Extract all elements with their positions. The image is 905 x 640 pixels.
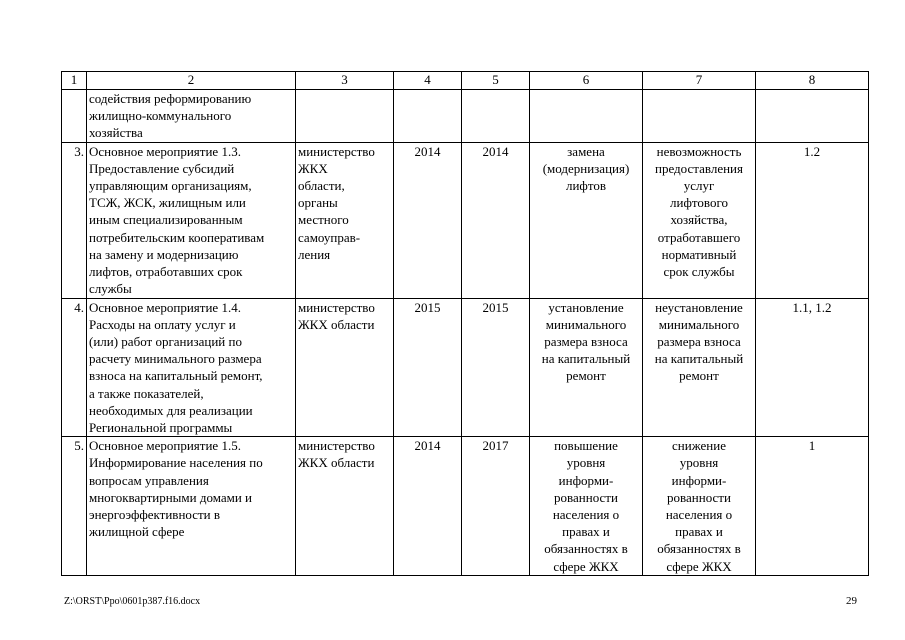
row-number: 3. bbox=[62, 142, 87, 298]
end-year: 2017 bbox=[462, 437, 530, 576]
row-number: 4. bbox=[62, 298, 87, 437]
column-number: 7 bbox=[643, 72, 756, 90]
row-number bbox=[62, 90, 87, 143]
expected-result: повышение уровня информи- рованности населения о правах и обязанностях в сфере ЖКХ bbox=[530, 437, 643, 576]
indicator-link: 1.2 bbox=[756, 142, 869, 298]
indicator-link: 1 bbox=[756, 437, 869, 576]
non-implementation-consequence bbox=[643, 90, 756, 143]
table-row bbox=[62, 437, 869, 576]
measure-name: Основное мероприятие 1.5. Информирование населения по вопросам управления многоквартирными домами и энергоэффективности в жилищной сфере bbox=[87, 437, 296, 576]
executor bbox=[296, 90, 394, 143]
table-row bbox=[62, 90, 869, 143]
non-implementation-consequence: снижение уровня информи- рованности населения о правах и обязанностях в сфере ЖКХ bbox=[643, 437, 756, 576]
end-year: 2015 bbox=[462, 298, 530, 437]
executor: министерство ЖКХ области, органы местного самоупрaв- ления bbox=[296, 142, 394, 298]
column-number: 5 bbox=[462, 72, 530, 90]
column-number: 8 bbox=[756, 72, 869, 90]
column-number: 6 bbox=[530, 72, 643, 90]
indicator-link: 1.1, 1.2 bbox=[756, 298, 869, 437]
measure-name: Основное мероприятие 1.3. Предоставление субсидий управляющим организациям, ТСЖ, ЖСК, жилищным или иным специализированным потребительским кооперативам на замену и модернизацию лифтов, отработавших срок службы bbox=[87, 142, 296, 298]
column-number: 1 bbox=[62, 72, 87, 90]
table-row bbox=[62, 298, 869, 437]
non-implementation-consequence: неустановление минимального размера взноса на капитальный ремонт bbox=[643, 298, 756, 437]
measures-table bbox=[61, 71, 869, 576]
measure-name: содействия реформированию жилищно-коммунального хозяйства bbox=[87, 90, 296, 143]
end-year: 2014 bbox=[462, 142, 530, 298]
column-number: 2 bbox=[87, 72, 296, 90]
non-implementation-consequence: невозможность предоставления услуг лифтового хозяйства, отработавшего нормативный срок службы bbox=[643, 142, 756, 298]
file-path: Z:\ORST\Ppo\0601p387.f16.docx bbox=[64, 596, 201, 607]
page-number: 29 bbox=[846, 595, 857, 607]
column-number: 4 bbox=[394, 72, 462, 90]
executor: министерство ЖКХ области bbox=[296, 298, 394, 437]
start-year: 2015 bbox=[394, 298, 462, 437]
start-year bbox=[394, 90, 462, 143]
column-number-row bbox=[62, 72, 869, 90]
expected-result: замена (модернизация) лифтов bbox=[530, 142, 643, 298]
row-number: 5. bbox=[62, 437, 87, 576]
start-year: 2014 bbox=[394, 437, 462, 576]
start-year: 2014 bbox=[394, 142, 462, 298]
executor: министерство ЖКХ области bbox=[296, 437, 394, 576]
end-year bbox=[462, 90, 530, 143]
expected-result bbox=[530, 90, 643, 143]
table-row bbox=[62, 142, 869, 298]
indicator-link bbox=[756, 90, 869, 143]
measure-name: Основное мероприятие 1.4. Расходы на оплату услуг и (или) работ организаций по расчету минимального размера взноса на капитальный ремонт, а также показателей, необходимых для реализации Региональной программы bbox=[87, 298, 296, 437]
expected-result: установление минимального размера взноса на капитальный ремонт bbox=[530, 298, 643, 437]
column-number: 3 bbox=[296, 72, 394, 90]
